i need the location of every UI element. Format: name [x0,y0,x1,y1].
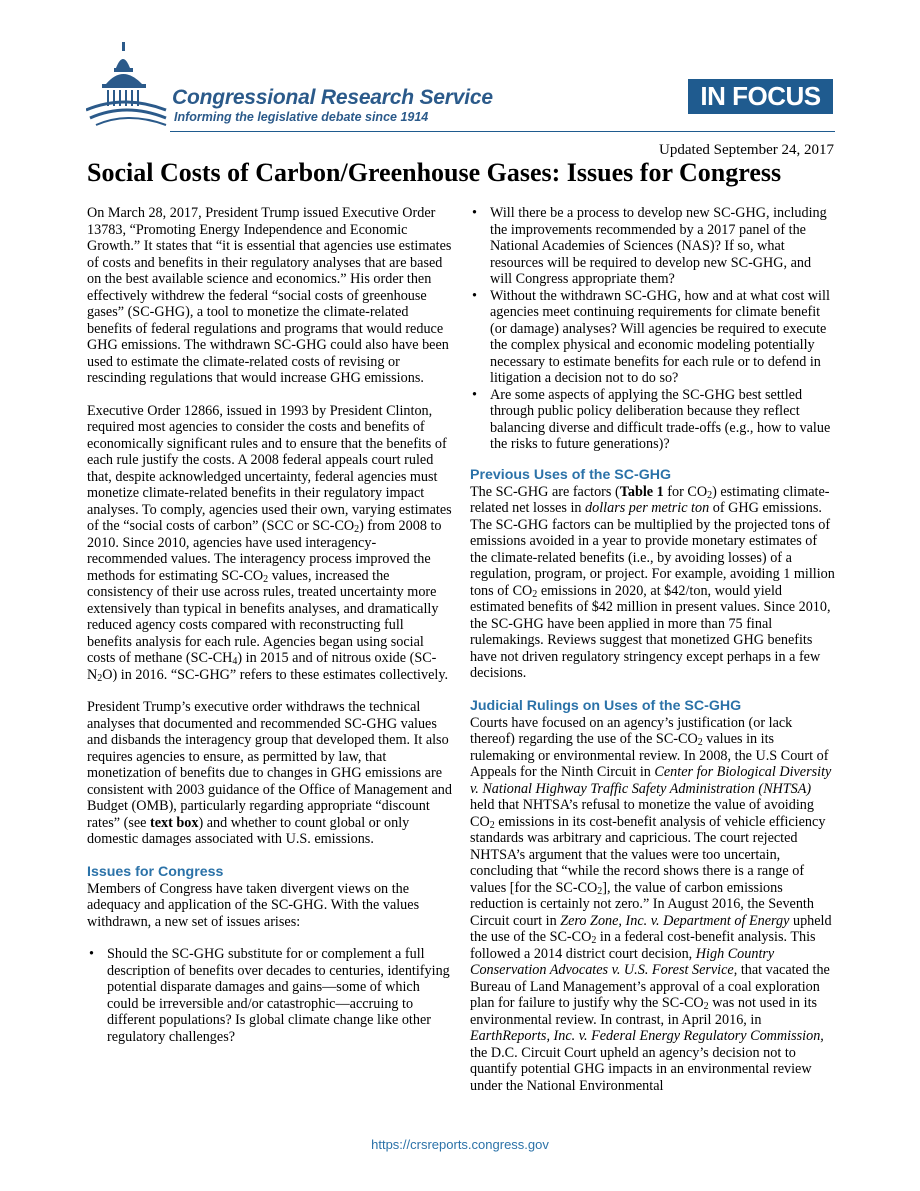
previous-uses-heading: Previous Uses of the SC-GHG [470,466,672,483]
page-title: Social Costs of Carbon/Greenhouse Gases: Issues for Congress [87,158,782,187]
previous-uses-paragraph: The SC-GHG are factors (Table 1 for $CO_2$) estimating climate-related net losses in dollars per metric ton of GHG emissions. The SC-GHG factors can be multiplied by the projected tons of emissions avoided in a year to provide monetary estimates of the climate-related benefits (i.e., by avoiding losses) of a regulation, program, or project. For example, avoiding 1 million tons of $CO_2$ emissions in 2020, at $42/ton, would yield estimated benefits of $42 million in present values. Since 2010, the SC-GHG have been applied in more than 75 final rulemakings. Reviews suggest that monetized GHG benefits have not driven regulatory stringency except perhaps in a few decisions. [470,483,835,681]
list-item: • Should the SC-GHG substitute for or complement a full description of benefits over decades to centuries, identifying potential disparate damages and gains—some of which could be irreversible and/or catastrophic—accruing to different populations? Is global climate change like other regulatory challenges? [87,946,452,1045]
report-header [0,0,920,140]
intro-paragraph: On March 28, 2017, President Trump issued Executive Order 13783, “Promoting Energy Independence and Economic Growth.” It states that “it is essential that agencies use estimates of costs and benefits in their regulatory analyses that are based on the best available science and economics.” His order then effectively withdrew the federal “social costs of greenhouse gases” (SC-GHG), a tool to monetize the climate-related benefits of federal regulations and programs that would reduce GHG emissions. The withdrawn SC-GHG could also have been used to estimate the climate-related costs of revising or rescinding regulations that would increase GHG emissions. [87,205,452,386]
right-column [470,205,835,1110]
list-item: • Without the withdrawn SC-GHG, how and at what cost will agencies meet continuing requirements for climate benefit (or damage) analyses? Will agencies be required to execute the complex physical and economic modeling potentially necessary to estimate benefits for each rule or to defend in litigation a decision not to do so? [470,288,835,387]
issues-intro: Members of Congress have taken divergent views on the adequacy and application of the SC-GHG. With the values withdrawn, a new set of issues arises: [87,880,420,930]
list-item: • Will there be a process to develop new SC-GHG, including the improvements recommended by a 2017 panel of the National Academies of Sciences (NAS)? If so, what resources will be required to develop new SC-GHG, and will Congress appropriate them? [470,205,835,288]
header-divider [170,131,835,132]
org-tagline: Informing the legislative debate since 1914 [174,110,429,124]
in-focus-badge: IN FOCUS [688,79,833,114]
list-item: • Are some aspects of applying the SC-GHG best settled through public policy deliberation because they reflect balancing diverse and difficult trade-offs (e.g., how to value the risks to future generations)? [470,387,835,453]
capitol-dome-icon [86,40,168,126]
left-column [87,205,452,1059]
judicial-rulings-heading: Judicial Rulings on Uses of the SC-GHG [470,697,742,714]
issues-list-continued [470,205,835,453]
updated-date: Updated September 24, 2017 [659,142,834,158]
issues-heading: Issues for Congress [87,863,224,880]
org-name: Congressional Research Service [172,86,493,109]
eo-12866-paragraph: Executive Order 12866, issued in 1993 by President Clinton, required most agencies to consider the costs and benefits of economically significant rules and to ensure that the benefits of each rule justify the costs. A 2008 federal appeals court ruled that, despite acknowledged uncertainty, federal agencies must monetize climate-related benefits in their regulatory impact analyses. To comply, agencies used their own, varying estimates of the “social costs of carbon” (SCC or $SC-CO_2$) from 2008 to 2010. Since 2010, agencies have used interagency-recommended values. The interagency process improved the methods for estimating $SC-CO_2$ values, increased the consistency of their use across rules, treated uncertainty more extensively than typical in benefits analyses, and dramatically reduced agency costs compared with reconstructing full benefits analysis for each rule. Agencies began using social costs of methane $(SC-CH_4)$ in 2015 and of nitrous oxide $(SC-N_2O)$ in 2016. “SC-GHG” refers to these estimates collectively. [87,402,452,684]
trump-order-paragraph: President Trump’s executive order withdraws the technical analyses that documented and recommended SC-GHG values and disbands the interagency group that developed them. It also requires agencies to ensure, as permitted by law, that monetization of benefits due to changes in GHG emissions are consistent with 2003 guidance of the Office of Management and Budget (OMB), particularly regarding appropriate “discount rates” (see text box) and whether to count global or only domestic damages associated with U.S. emissions. [87,699,452,847]
issues-list [87,946,452,1045]
judicial-rulings-paragraph: Courts have focused on an agency’s justification (or lack thereof) regarding the use of the $SC-CO_2$ values in its rulemaking or environmental review. In 2008, the U.S Court of Appeals for the Ninth Circuit in Center for Biological Diversity v. National Highway Traffic Safety Administration (NHTSA) held that NHTSA’s refusal to monetize the value of avoiding $CO_2$ emissions in its cost-benefit analysis of vehicle efficiency standards was arbitrary and capricious. The court rejected NHTSA’s argument that the values were too uncertain, concluding that “while the record shows there is a range of values [for the $SC-CO_2$], the value of carbon emissions reduction is certainly not zero.” In August 2016, the Seventh Circuit court in Zero Zone, Inc. v. Department of Energy upheld the use of the $SC-CO_2$ in a federal cost-benefit analysis. This followed a 2014 district court decision, High Country Conservation Advocates v. U.S. Forest Service, that vacated the Bureau of Land Management’s approval of a coal exploration plan for failure to justify why the $SC-CO_2$ was not used in its environmental review. In contrast, in April 2016, in EarthReports, Inc. v. Federal Energy Regulatory Commission, the D.C. Circuit Court upheld an agency’s decision not to quantify potential GHG impacts in an environmental review under the National Environmental [470,714,832,1094]
footer-url[interactable]: https://crsreports.congress.gov [371,1137,549,1152]
